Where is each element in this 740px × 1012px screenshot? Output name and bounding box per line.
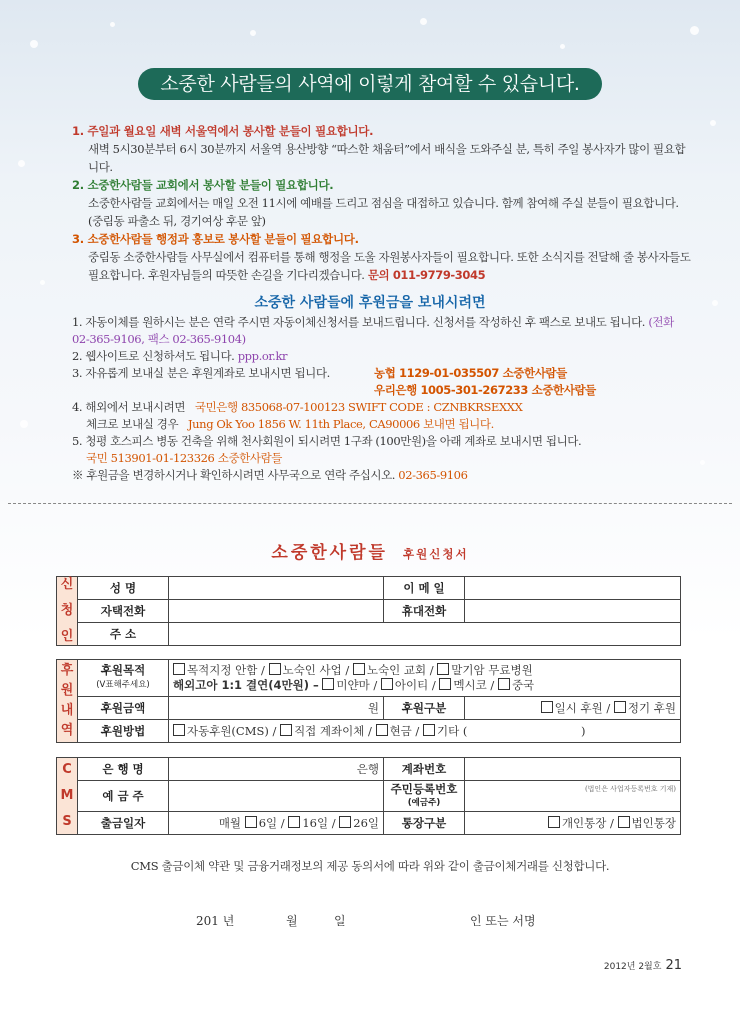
volunteer-heading: 2. 소중한사람들 교회에서 봉사할 분들이 필요합니다. xyxy=(72,178,334,192)
bank-name-label: 은 행 명 xyxy=(78,758,169,781)
sign-year: 201 년 xyxy=(196,914,235,928)
website-link[interactable]: ppp.or.kr xyxy=(237,349,288,363)
volunteer-section-1 xyxy=(72,122,692,176)
donation-item-3: 3. 자유롭게 보내실 분은 후원계좌로 보내시면 됩니다. 농협 1129-01-035507 소중한사람들 xyxy=(72,366,567,380)
checkbox-homeless-church[interactable] xyxy=(353,663,365,675)
checkbox-cash[interactable] xyxy=(376,724,388,736)
donation-title: 소중한 사람들에 후원금을 보내시려면 xyxy=(254,295,486,311)
support-table xyxy=(56,659,681,743)
volunteer-heading: 1. 주일과 월요일 새벽 서울역에서 봉사할 분들이 필요합니다. xyxy=(72,124,374,138)
cut-line xyxy=(8,503,732,504)
signature-label: 인 또는 서명 xyxy=(470,914,536,928)
name-field[interactable] xyxy=(169,577,384,600)
sign-day: 일 xyxy=(334,914,346,928)
donation-note: ※ 후원금을 변경하시거나 확인하시려면 사무국으로 연락 주십시오. 02-365-9106 xyxy=(72,468,468,482)
checkbox-mexico[interactable] xyxy=(439,678,451,690)
checkbox-myanmar[interactable] xyxy=(322,678,334,690)
amount-label: 후원금액 xyxy=(78,697,169,720)
checkbox-other[interactable] xyxy=(423,724,435,736)
mobile-label: 휴대전화 xyxy=(384,600,465,623)
checkbox-cancer-hospital[interactable] xyxy=(437,663,449,675)
volunteer-heading: 3. 소중한사람들 행정과 홍보로 봉사할 분들이 필요합니다. xyxy=(72,232,359,246)
form-subtitle: 후원신청서 xyxy=(403,547,469,561)
name-label: 성 명 xyxy=(78,577,169,600)
volunteer-body: 새벽 5시30분부터 6시 30분까지 서울역 용산방향 “따스한 채움터”에서 배식을 도와주실 분, 특히 주일 봉사자가 많이 필요합니다. xyxy=(88,142,686,174)
checkbox-no-target[interactable] xyxy=(173,663,185,675)
type-label: 후원구분 xyxy=(384,697,465,720)
volunteer-section-3 xyxy=(72,230,692,284)
method-label: 후원방법 xyxy=(78,720,169,743)
donation-item-4-check: 체크로 보내실 경우 Jung Ok Yoo 1856 W. 11th Place, CA90006 보내면 됩니다. xyxy=(86,417,494,431)
id-note: (법인은 사업자등록번호 기재) xyxy=(584,785,676,793)
account-type-options: 개인통장 / 법인통장 xyxy=(465,812,681,835)
issue-label: 2012년 2월호 xyxy=(603,962,662,972)
checkbox-cms[interactable] xyxy=(173,724,185,736)
page-number: 21 xyxy=(665,958,682,973)
purpose-label: 후원목적 (V표해주세요) xyxy=(78,660,169,697)
page-footer xyxy=(604,958,682,973)
account-type-label: 통장구분 xyxy=(384,812,465,835)
mobile-field[interactable] xyxy=(465,600,681,623)
checkbox-day-16[interactable] xyxy=(288,816,300,828)
volunteer-section-2 xyxy=(72,176,692,230)
donation-item-1: 1. 자동이체를 원하시는 분은 연락 주시면 자동이체신청서를 보내드립니다. 신청서를 작성하신 후 팩스로 보내도 됩니다. (전화 02-365-9106, 팩스 02-365-9104) xyxy=(72,315,674,346)
id-number-label: 주민등록번호 (예금주) xyxy=(384,781,465,812)
checkbox-haiti[interactable] xyxy=(381,678,393,690)
donation-list xyxy=(72,314,692,484)
checkbox-china[interactable] xyxy=(498,678,510,690)
withdrawal-date-label: 출금일자 xyxy=(78,812,169,835)
checkbox-day-26[interactable] xyxy=(339,816,351,828)
check-address: Jung Ok Yoo 1856 W. 11th Place, CA90006 보내면 됩니다. xyxy=(187,417,494,431)
holder-field[interactable] xyxy=(169,781,384,812)
checkbox-personal-account[interactable] xyxy=(548,816,560,828)
holder-label: 예 금 주 xyxy=(78,781,169,812)
donation-item-2: 2. 웹사이트로 신청하셔도 됩니다. ppp.or.kr xyxy=(72,349,288,363)
volunteer-body: 소중한사람들 교회에서는 매일 오전 11시에 예배를 드리고 점심을 대접하고 있습니다. 함께 참여해 주실 분들이 필요합니다. (중림동 파출소 뒤, 경기여상 후문 앞) xyxy=(88,196,679,228)
type-options: 일시 후원 / 정기 후원 xyxy=(465,697,681,720)
checkbox-homeless-program[interactable] xyxy=(269,663,281,675)
volunteer-body: 중림동 소중한사람들 사무실에서 컴퓨터를 통해 행정을 도울 자원봉사자들이 필요합니다. 또한 소식지를 전달해 줄 봉사자들도 필요합니다. 후원자님들의 따뜻한 손길을 기다리겠습니다. 문의 011-9779-3045 xyxy=(88,250,691,282)
hospice-account: 국민 513901-01-123326 소중한사람들 xyxy=(86,451,282,465)
address-field[interactable] xyxy=(169,623,681,646)
home-phone-field[interactable] xyxy=(169,600,384,623)
account-number-field[interactable] xyxy=(465,758,681,781)
amount-field[interactable]: 원 xyxy=(169,697,384,720)
checkbox-corporate-account[interactable] xyxy=(618,816,630,828)
phone-fax: (전화 02-365-9106, 팩스 02-365-9104) xyxy=(72,315,674,346)
overseas-account: 국민은행 835068-07-100123 SWIFT CODE : CZNBKRSEXXX xyxy=(194,400,523,414)
applicant-table xyxy=(56,576,681,646)
method-options: 자동후원(CMS) / 직접 계좌이체 / 현금 / 기타 ( ) xyxy=(169,720,681,743)
email-label: 이 메 일 xyxy=(384,577,465,600)
address-label: 주 소 xyxy=(78,623,169,646)
bank-account-2: 우리은행 1005-301-267233 소중한사람들 xyxy=(374,383,596,397)
account-number-label: 계좌번호 xyxy=(384,758,465,781)
purpose-options: 목적지정 안함 / 노숙인 사업 / 노숙인 교회 / 말기암 무료병원 해외고아 1:1 결연(4만원) – 미얀마 / 아이티 / 멕시코 / 중국 xyxy=(169,660,681,697)
contact-phone: 문의 011-9779-3045 xyxy=(367,268,486,282)
checkbox-day-6[interactable] xyxy=(245,816,257,828)
home-phone-label: 자택전화 xyxy=(78,600,169,623)
donation-item-4: 4. 해외에서 보내시려면 국민은행 835068-07-100123 SWIFT CODE : CZNBKRSEXXX xyxy=(72,400,523,414)
form-org-name: 소중한사람들 xyxy=(271,543,388,563)
bank-name-field[interactable]: 은행 xyxy=(169,758,384,781)
checkbox-transfer[interactable] xyxy=(280,724,292,736)
checkbox-regular[interactable] xyxy=(614,701,626,713)
cms-table xyxy=(56,757,681,835)
checkbox-one-time[interactable] xyxy=(541,701,553,713)
sign-month: 월 xyxy=(286,914,298,928)
cms-side-label: C M S xyxy=(57,758,78,835)
id-number-field[interactable] xyxy=(465,781,681,812)
donation-item-5: 5. 청평 호스피스 병동 건축을 위해 천사회원이 되시려면 1구좌 (100만원)을 아래 계좌로 보내시면 됩니다. xyxy=(72,434,582,448)
office-phone: 02-365-9106 xyxy=(398,468,468,482)
bank-account-1: 농협 1129-01-035507 소중한사람들 xyxy=(374,366,567,380)
agreement-text: CMS 출금이체 약관 및 금융거래정보의 제공 동의서에 따라 위와 같이 출금이체거래를 신청합니다. xyxy=(130,859,610,873)
withdrawal-date-options: 매월 6일 / 16일 / 26일 xyxy=(169,812,384,835)
page-banner: 소중한 사람들의 사역에 이렇게 참여할 수 있습니다. xyxy=(138,68,602,100)
support-side-label: 후 원 내 역 xyxy=(57,660,78,743)
form-title xyxy=(0,538,740,563)
email-field[interactable] xyxy=(465,577,681,600)
applicant-side-label: 신 청 인 xyxy=(57,577,78,646)
